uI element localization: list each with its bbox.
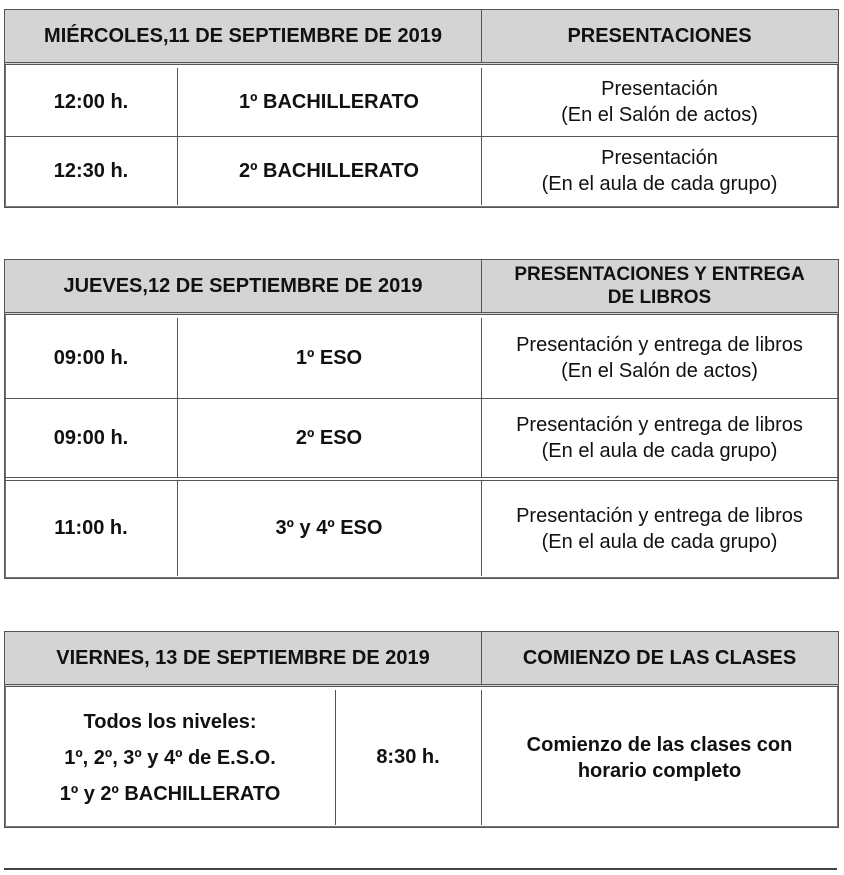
row-activity-line1: Comienzo de las clases con [526,733,793,756]
row-time: 12:00 h. [53,90,129,113]
levels-line2: 1º, 2º, 3º y 4º de E.S.O. [64,746,276,769]
row-time: 09:00 h. [53,346,129,369]
table-header [5,632,838,687]
row-group: 2º ESO [295,426,363,449]
row-levels [5,690,335,825]
row-time: 09:00 h. [53,426,129,449]
row-time: 11:00 h. [54,517,128,539]
row-group: 1º ESO [295,346,363,369]
row-activity-line2: (En el aula de cada grupo) [541,440,778,462]
header-activity [481,260,838,312]
table-header [5,260,838,315]
levels-line3: 1º y 2º BACHILLERATO [59,782,281,805]
row-activity [481,690,838,825]
header-activity-line1: PRESENTACIONES Y ENTREGA [514,264,805,285]
row-group: 1º BACHILLERATO [239,90,419,113]
schedule-table-friday [4,631,839,828]
row-activity-line1: Presentación y entrega de libros [516,414,803,436]
table-row [5,318,838,398]
row-activity-line2: (En el aula de cada grupo) [541,173,778,195]
row-group: 3º y 4º ESO [275,517,383,539]
row-activity [481,137,838,205]
page-divider [4,868,837,870]
row-activity-line1: Presentación [601,78,718,100]
header-date: MIÉRCOLES,11 DE SEPTIEMBRE DE 2019 [44,24,442,47]
row-activity [481,481,838,576]
row-activity-line1: Presentación y entrega de libros [516,504,803,527]
table-row [5,137,838,205]
header-date: VIERNES, 13 DE SEPTIEMBRE DE 2019 [56,646,430,669]
schedule-table-wednesday [4,9,839,208]
row-activity [481,399,838,477]
row-time: 12:30 h. [53,159,129,182]
header-activity-line2: DE LIBROS [607,287,712,308]
row-activity-line1: Presentación [601,147,718,169]
row-activity-line2: (En el Salón de actos) [561,360,758,382]
table-row [5,68,838,136]
row-group: 2º BACHILLERATO [239,159,419,182]
row-activity [481,68,838,136]
table-row [5,399,838,477]
header-date: JUEVES,12 DE SEPTIEMBRE DE 2019 [63,274,423,297]
row-activity-line1: Presentación y entrega de libros [516,334,803,356]
schedule-table-thursday [4,259,839,579]
table-header [5,10,838,65]
row-activity-line2: (En el Salón de actos) [561,104,758,126]
row-activity-line2: (En el aula de cada grupo) [541,530,778,553]
levels-line1: Todos los niveles: [83,710,257,733]
row-activity [481,318,838,398]
header-activity: PRESENTACIONES [567,24,752,47]
row-time: 8:30 h. [376,746,440,768]
header-activity: COMIENZO DE LAS CLASES [522,646,797,669]
table-row [5,690,838,825]
table-row [5,481,838,576]
row-activity-line2: horario completo [577,759,742,782]
